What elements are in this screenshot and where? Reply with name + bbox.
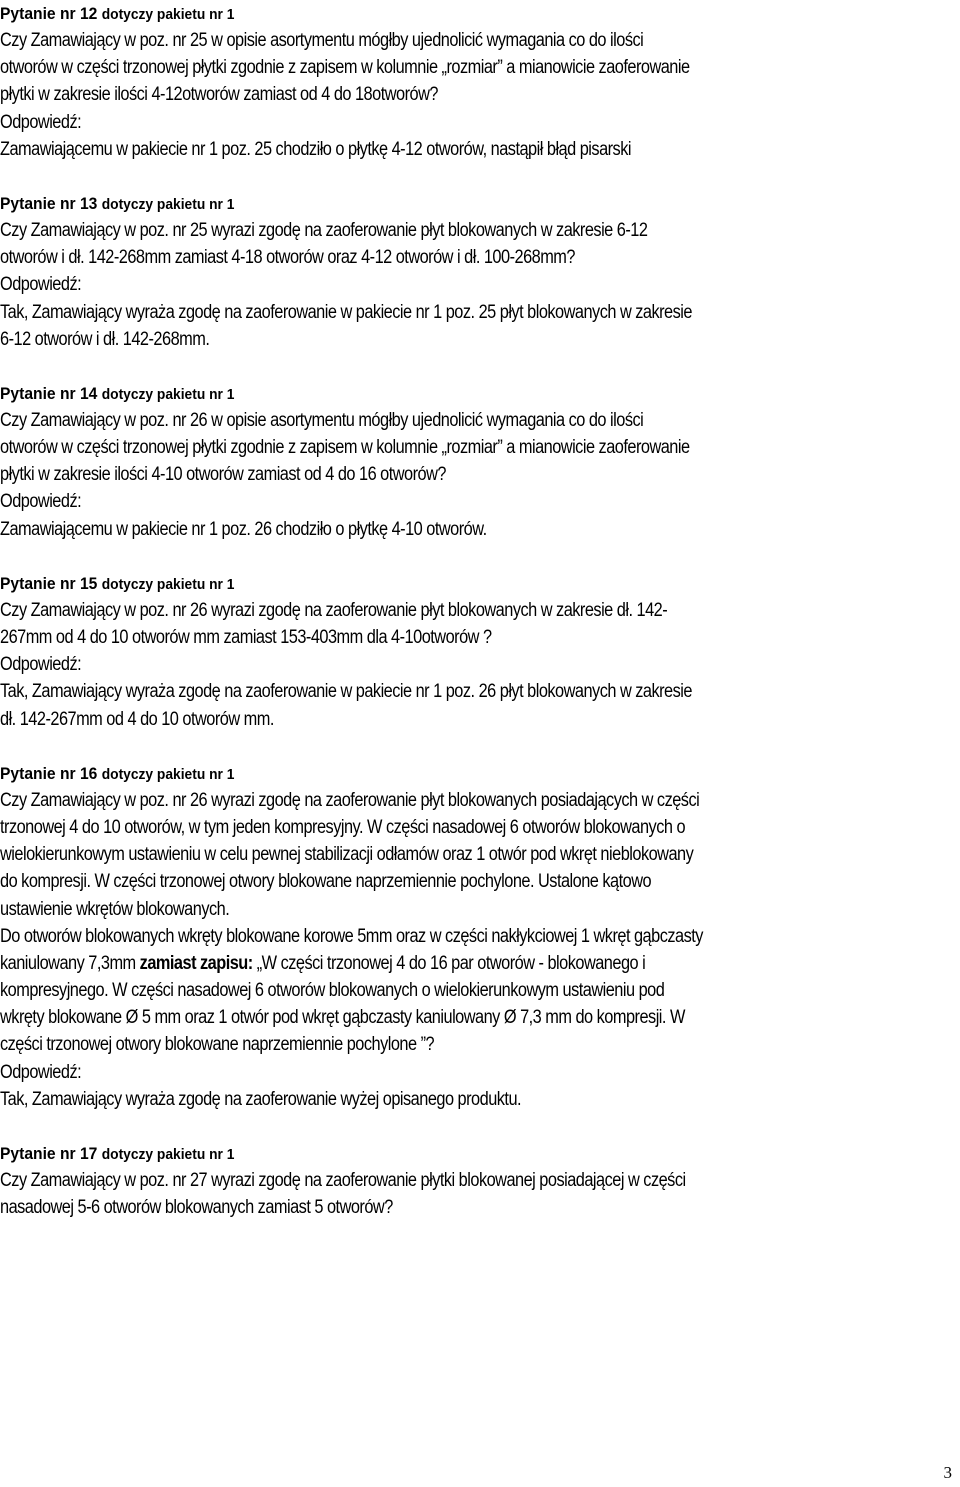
- question-17: [0, 1140, 956, 1221]
- question-text-line: do kompresji. W części trzonowej otwory blokowane naprzemiennie pochylone. Ustalone kątowo: [0, 871, 652, 893]
- question-text-line: Czy Zamawiający w poz. nr 26 w opisie asortymentu mógłby ujednolicić wymagania co do ilości: [0, 409, 644, 431]
- question-text-line: otworów i dł. 142-268mm zamiast 4-18 otworów oraz 4-12 otworów i dł. 100-268mm?: [0, 247, 575, 269]
- question-text-line: 267mm od 4 do 10 otworów mm zamiast 153-403mm dla 4-10otworów ?: [0, 627, 492, 648]
- answer-label: Odpowiedź:: [0, 654, 82, 676]
- question-text-line: ustawienie wkrętów blokowanych.: [0, 898, 230, 920]
- question-text-line: otworów w części trzonowej płytki zgodnie z zapisem w kolumnie „rozmiar” a mianowicie zaoferowanie: [0, 57, 690, 79]
- question-text-line: płytki w zakresie ilości 4-12otworów zamiast od 4 do 18otworów?: [0, 84, 438, 106]
- answer-text-line: Zamawiającemu w pakiecie nr 1 poz. 25 chodziło o płytkę 4-12 otworów, nastąpił błąd pisarski: [0, 138, 631, 160]
- question-14: [0, 380, 956, 543]
- question-text-line: otworów w części trzonowej płytki zgodnie z zapisem w kolumnie „rozmiar” a mianowicie zaoferowanie: [0, 437, 690, 459]
- question-header: Pytanie nr 17 dotyczy pakietu nr 1: [0, 1144, 235, 1163]
- question-header: Pytanie nr 16 dotyczy pakietu nr 1: [0, 763, 235, 783]
- question-text-line: Czy Zamawiający w poz. nr 25 wyrazi zgodę na zaoferowanie płyt blokowanych w zakresie 6-12: [0, 219, 648, 241]
- page-number: 3: [943, 1463, 952, 1482]
- answer-label: Odpowiedź:: [0, 491, 82, 513]
- answer-text-line: Zamawiającemu w pakiecie nr 1 poz. 26 chodziło o płytkę 4-10 otworów.: [0, 518, 487, 540]
- answer-text-line: dł. 142-267mm od 4 do 10 otworów mm.: [0, 708, 274, 730]
- question-header: Pytanie nr 13 dotyczy pakietu nr 1: [0, 193, 235, 213]
- question-header: Pytanie nr 12 dotyczy pakietu nr 1: [0, 4, 235, 23]
- answer-text-line: Tak, Zamawiający wyraża zgodę na zaoferowanie w pakiecie nr 1 poz. 26 płyt blokowanych w zakresie: [0, 681, 692, 703]
- question-text-line: Czy Zamawiający w poz. nr 25 w opisie asortymentu mógłby ujednolicić wymagania co do ilości: [0, 30, 644, 51]
- answer-text-line: Tak, Zamawiający wyraża zgodę na zaoferowanie w pakiecie nr 1 poz. 25 płyt blokowanych w zakresie: [0, 301, 692, 323]
- question-text-line: kaniulowany 7,3mm zamiast zapisu: „W części trzonowej 4 do 16 par otworów - blokowanego i: [0, 952, 646, 974]
- answer-label: Odpowiedź:: [0, 1061, 82, 1083]
- question-text-line: płytki w zakresie ilości 4-10 otworów zamiast od 4 do 16 otworów?: [0, 464, 446, 486]
- answer-text-line: 6-12 otworów i dł. 142-268mm.: [0, 328, 210, 350]
- question-15: [0, 570, 956, 733]
- question-text-line: kompresyjnego. W części nasadowej 6 otworów blokowanych o wielokierunkowym ustawieniu pod: [0, 980, 665, 1002]
- question-text-line: nasadowej 5-6 otworów blokowanych zamiast 5 otworów?: [0, 1197, 393, 1219]
- bold-phrase: zamiast zapisu:: [139, 952, 253, 974]
- question-13: [0, 190, 956, 353]
- question-header: Pytanie nr 15 dotyczy pakietu nr 1: [0, 573, 235, 593]
- question-12: [0, 0, 956, 163]
- question-text-line: wkręty blokowane Ø 5 mm oraz 1 otwór pod wkręt gąbczasty kaniulowany Ø 7,3 mm do kompresji. W: [0, 1007, 685, 1029]
- answer-label: Odpowiedź:: [0, 274, 82, 296]
- question-text-line: wielokierunkowym ustawieniu w celu pewnej stabilizacji odłamów oraz 1 otwór pod wkręt nieblokowany: [0, 844, 694, 866]
- question-text-line: części trzonowej otwory blokowane naprzemiennie pochylone ”?: [0, 1034, 435, 1056]
- question-text-line: Czy Zamawiający w poz. nr 27 wyrazi zgodę na zaoferowanie płytki blokowanej posiadającej w części: [0, 1170, 686, 1191]
- answer-text-line: Tak, Zamawiający wyraża zgodę na zaoferowanie wyżej opisanego produktu.: [0, 1088, 522, 1110]
- question-16: [0, 760, 956, 1113]
- question-text-line: Do otworów blokowanych wkręty blokowane korowe 5mm oraz w części nakłykciowej 1 wkręt gąbczasty: [0, 925, 703, 947]
- question-text-line: Czy Zamawiający w poz. nr 26 wyrazi zgodę na zaoferowanie płyt blokowanych w zakresie dł. 142-: [0, 599, 668, 621]
- question-text-line: trzonowej 4 do 10 otworów, w tym jeden kompresyjny. W części nasadowej 6 otworów blokowanych o: [0, 816, 686, 838]
- question-header: Pytanie nr 14 dotyczy pakietu nr 1: [0, 383, 235, 403]
- answer-label: Odpowiedź:: [0, 111, 82, 133]
- question-text-line: Czy Zamawiający w poz. nr 26 wyrazi zgodę na zaoferowanie płyt blokowanych posiadających w części: [0, 789, 700, 811]
